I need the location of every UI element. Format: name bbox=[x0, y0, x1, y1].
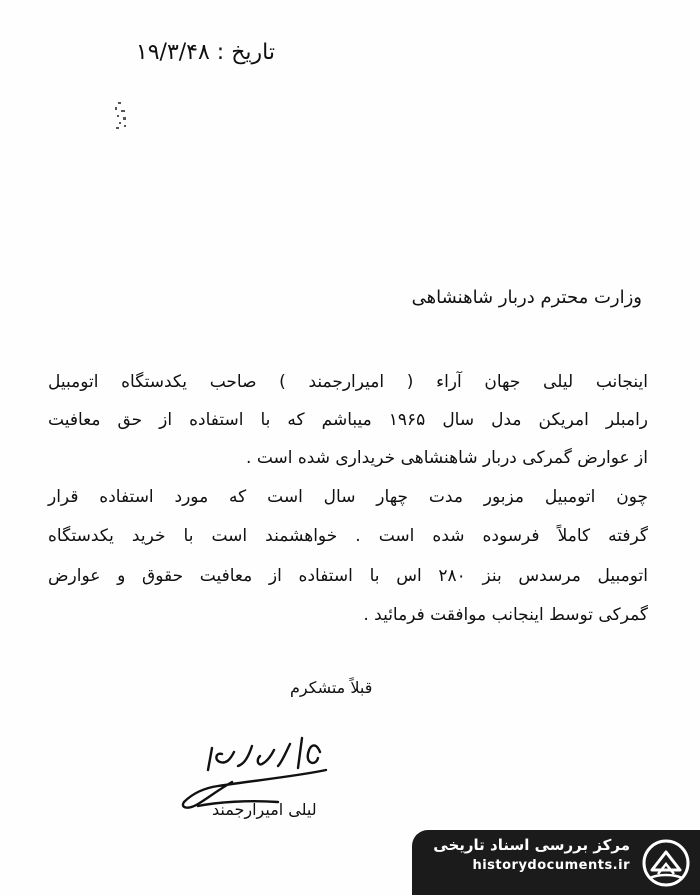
body-line: رامبلر امریکن مدل سال ۱۹۶۵ میباشم که با استفاده از حق معافیت bbox=[48, 410, 648, 430]
body-line: اتومبیل مرسدس بنز ۲۸۰ اس با استفاده از معافیت حقوق و عوارض bbox=[48, 566, 648, 586]
archive-watermark bbox=[412, 830, 700, 895]
body-line: گرفته کاملاً فرسوده شده است . خواهشمند است با خرید یکدستگاه bbox=[48, 526, 648, 546]
ink-smudge-mark bbox=[112, 100, 132, 132]
book-icon bbox=[640, 838, 692, 888]
body-line: چون اتومبیل مزبور مدت چهار سال است که مورد استفاده قرار bbox=[48, 487, 648, 507]
watermark-title: مرکز بررسی اسناد تاریخی bbox=[433, 836, 630, 854]
body-line: اینجانب لیلی جهان آراء ( امیرارجمند ) صاحب یکدستگاه اتومبیل bbox=[48, 372, 648, 392]
body-line: گمرکی توسط اینجانب موافقت فرمائید . bbox=[363, 605, 648, 625]
closing-line: قبلاً متشکرم bbox=[290, 678, 373, 697]
watermark-url: historydocuments.ir bbox=[472, 858, 630, 873]
watermark-text-block bbox=[422, 836, 630, 873]
body-line: از عوارض گمرکی دربار شاهنشاهی خریداری شده است . bbox=[246, 448, 648, 468]
printed-name: لیلی امیرارجمند bbox=[212, 800, 317, 819]
date-line: تاریخ : ۱۹/۳/۴۸ bbox=[135, 40, 275, 65]
salutation: وزارت محترم دربار شاهنشاهی bbox=[411, 287, 642, 308]
